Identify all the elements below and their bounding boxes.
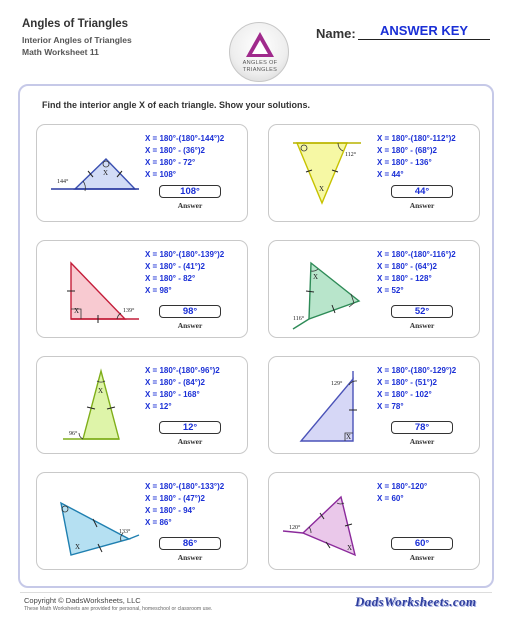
- answer-label: Answer: [409, 553, 435, 562]
- solution-line: X = 108°: [145, 170, 176, 179]
- triangle-logo-icon: [244, 30, 276, 60]
- name-label: Name:: [316, 26, 356, 41]
- problem-card-3: [36, 240, 248, 338]
- worksheet-number: Math Worksheet 11: [22, 47, 99, 57]
- instructions: Find the interior angle X of each triangle. Show your solutions.: [42, 100, 311, 110]
- solution-steps: [377, 481, 427, 505]
- given-angle-label: 144°: [57, 179, 69, 185]
- name-field[interactable]: ANSWER KEY: [358, 23, 490, 40]
- solution-line: X = 180° - 168°: [145, 390, 200, 399]
- solution-line: X = 52°: [377, 286, 404, 295]
- solution-line: X = 180°-(180°-96°)2: [145, 366, 220, 375]
- logo-text-line2: TRIANGLES: [242, 67, 278, 73]
- worksheet-title: Angles of Triangles: [22, 18, 129, 30]
- solution-line: X = 180°-(180°-116°)2: [377, 250, 456, 259]
- answer-box[interactable]: 12°: [159, 421, 221, 434]
- problem-card-4: [268, 240, 480, 338]
- answer-box[interactable]: 86°: [159, 537, 221, 550]
- solution-steps: [377, 249, 456, 297]
- given-angle-label: 120°: [289, 525, 301, 531]
- solution-line: X = 180°-(180°-112°)2: [377, 134, 456, 143]
- unknown-angle-label: X: [98, 387, 104, 395]
- solution-steps: [377, 133, 456, 181]
- problem-card-2: [268, 124, 480, 222]
- answer-label: Answer: [409, 437, 435, 446]
- usage-note: These Math Worksheets are provided for personal, homeschool or classroom use.: [24, 606, 213, 612]
- answer-box[interactable]: 78°: [391, 421, 453, 434]
- problem-card-7: [36, 472, 248, 570]
- problem-card-8: [268, 472, 480, 570]
- given-angle-label: 133°: [119, 529, 131, 535]
- copyright-text: Copyright © DadsWorksheets, LLC: [24, 596, 141, 605]
- solution-line: X = 180°-120°: [377, 482, 428, 491]
- answer-box[interactable]: 44°: [391, 185, 453, 198]
- given-angle-label: 129°: [331, 381, 343, 387]
- unknown-angle-label: X: [75, 543, 81, 551]
- solution-line: X = 180°-(180°-144°)2: [145, 134, 225, 143]
- solution-line: X = 180° - (68°)2: [377, 146, 437, 155]
- solution-line: X = 180° - (47°)2: [145, 494, 205, 503]
- answer-label: Answer: [177, 437, 203, 446]
- problem-card-1: [36, 124, 248, 222]
- solution-steps: [145, 481, 224, 529]
- answer-box[interactable]: 108°: [159, 185, 221, 198]
- worksheet-subtitle: Interior Angles of Triangles: [22, 35, 132, 45]
- solution-line: X = 180°-(180°-133°)2: [145, 482, 225, 491]
- solution-line: X = 180°-(180°-139°)2: [145, 250, 225, 259]
- given-angle-label: 96°: [69, 431, 78, 437]
- answer-label: Answer: [177, 321, 203, 330]
- answer-box[interactable]: 60°: [391, 537, 453, 550]
- given-angle-label: 116°: [293, 316, 305, 322]
- topic-logo: [229, 22, 289, 82]
- solution-steps: [145, 365, 220, 413]
- problem-card-6: [268, 356, 480, 454]
- answer-label: Answer: [409, 201, 435, 210]
- solution-line: X = 78°: [377, 402, 404, 411]
- solution-line: X = 44°: [377, 170, 404, 179]
- solution-line: X = 180° - 136°: [377, 158, 432, 167]
- solution-line: X = 98°: [145, 286, 172, 295]
- answer-label: Answer: [177, 201, 203, 210]
- solution-line: X = 180° - 82°: [145, 274, 196, 283]
- solution-line: X = 86°: [145, 518, 172, 527]
- problem-card-5: [36, 356, 248, 454]
- solution-steps: [145, 249, 224, 297]
- solution-line: X = 180° - 102°: [377, 390, 432, 399]
- unknown-angle-label: X: [347, 544, 353, 552]
- solution-steps: [377, 365, 456, 413]
- solution-line: X = 180° - 128°: [377, 274, 432, 283]
- unknown-angle-label: X: [103, 169, 109, 177]
- given-angle-label: 139°: [123, 308, 135, 314]
- answer-label: Answer: [177, 553, 203, 562]
- brand-logo[interactable]: DadsWorksheets.com: [355, 594, 477, 609]
- solution-line: X = 180° - (36°)2: [145, 146, 205, 155]
- answer-box[interactable]: 98°: [159, 305, 221, 318]
- solution-line: X = 180°-(180°-129°)2: [377, 366, 457, 375]
- answer-label: Answer: [409, 321, 435, 330]
- logo-text-line1: ANGLES OF: [242, 60, 278, 66]
- solution-line: X = 180° - (64°)2: [377, 262, 437, 271]
- solution-line: X = 60°: [377, 494, 404, 503]
- solution-line: X = 180° - (51°)2: [377, 378, 437, 387]
- solution-steps: [145, 133, 224, 181]
- solution-line: X = 12°: [145, 402, 172, 411]
- unknown-angle-label: X: [346, 433, 352, 441]
- unknown-angle-label: X: [313, 273, 319, 281]
- unknown-angle-label: X: [74, 307, 80, 315]
- footer-divider: [20, 592, 492, 593]
- solution-line: X = 180° - (84°)2: [145, 378, 205, 387]
- solution-line: X = 180° - 94°: [145, 506, 196, 515]
- solution-line: X = 180° - (41°)2: [145, 262, 205, 271]
- solution-line: X = 180° - 72°: [145, 158, 196, 167]
- given-angle-label: 112°: [345, 152, 357, 158]
- answer-box[interactable]: 52°: [391, 305, 453, 318]
- unknown-angle-label: X: [319, 185, 325, 193]
